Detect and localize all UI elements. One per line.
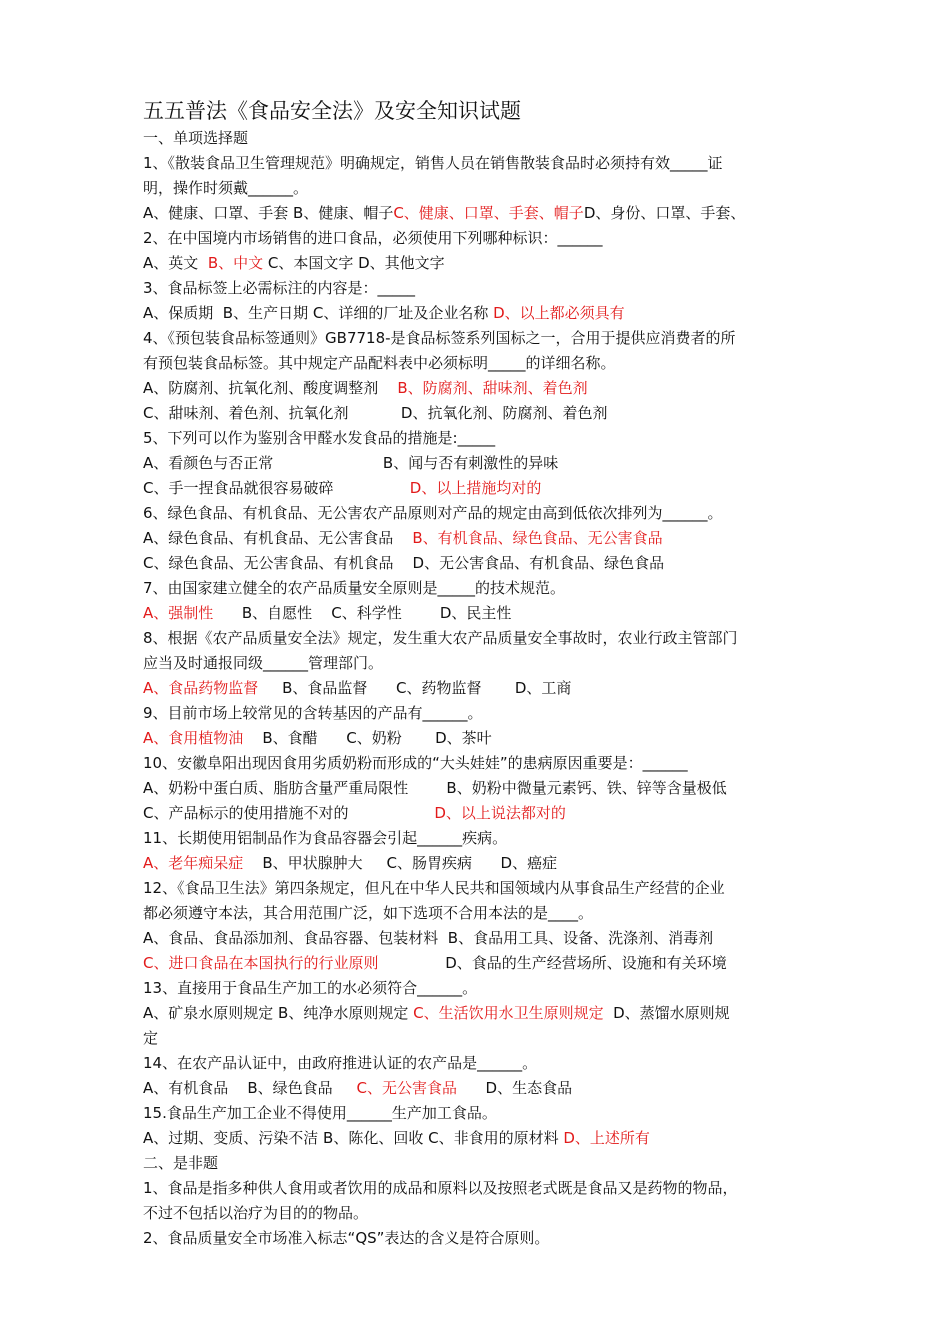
question-15-options xyxy=(143,1126,813,1151)
question-3-stem: 3、食品标签上必需标注的内容是：_____ xyxy=(143,279,416,297)
question-12-option-d: D、食品的生产经营场所、设施和有关环境 xyxy=(378,954,727,972)
question-11-options xyxy=(143,851,813,876)
question-14-options-pre: A、有机食品 B、绿色食品 xyxy=(143,1079,357,1097)
question-11-options-post: B、甲状腺肿大 C、肠胃疾病 D、癌症 xyxy=(243,854,558,872)
question-9-stem: 9、目前市场上较常见的含转基因的产品有______。 xyxy=(143,704,483,722)
question-14-options-post: D、生态食品 xyxy=(456,1079,573,1097)
question-4-options-cd: C、甜味剂、着色剂、抗氧化剂 D、抗氧化剂、防腐剂、着色剂 xyxy=(143,404,608,422)
section-heading-single-choice: 一、单项选择题 xyxy=(143,129,249,147)
question-1-answer: C、健康、口罩、手套、帽子 xyxy=(393,204,584,222)
question-6-stem: 6、绿色食品、有机食品、无公害农产品原则对产品的规定由高到低依次排列为______。 xyxy=(143,504,723,522)
question-8-stem-line1: 8、根据《农产品质量安全法》规定，发生重大农产品质量安全事故时，农业行政主管部门 xyxy=(143,629,738,647)
question-13-answer: C、生活饮用水卫生原则规定 xyxy=(413,1004,604,1022)
question-2-options-post: C、本国文字 D、其他文字 xyxy=(263,254,445,272)
question-13-stem: 13、直接用于食品生产加工的水必须符合______。 xyxy=(143,979,478,997)
question-8-options xyxy=(143,676,813,701)
question-3-options xyxy=(143,301,813,326)
question-11-answer: A、老年痴呆症 xyxy=(143,854,244,872)
question-6-option-a: A、绿色食品、有机食品、无公害食品 xyxy=(143,529,413,547)
question-7-options-post: B、自愿性 C、科学性 D、民主性 xyxy=(213,604,512,622)
question-14-answer: C、无公害食品 xyxy=(356,1079,457,1097)
question-10-option-c: C、产品标示的使用措施不对的 xyxy=(143,804,435,822)
question-12-stem-line1: 12、《食品卫生法》第四条规定，但凡在中华人民共和国领域内从事食品生产经营的企业 xyxy=(143,879,725,897)
question-4-options-ab xyxy=(143,376,813,401)
question-1-options-pre: A、健康、口罩、手套 B、健康、帽子 xyxy=(143,204,394,222)
question-12-options-cd xyxy=(143,951,813,976)
question-4-answer: B、防腐剂、甜味剂、着色剂 xyxy=(397,379,588,397)
question-10-options-cd xyxy=(143,801,813,826)
question-7-stem: 7、由国家建立健全的农产品质量安全原则是_____的技术规范。 xyxy=(143,579,566,597)
tf-2-stem: 2、食品质量安全市场准入标志“QS”表达的含义是符合原则。 xyxy=(143,1229,550,1247)
question-9-options-post: B、食醋 C、奶粉 D、茶叶 xyxy=(243,729,492,747)
question-15-options-pre: A、过期、变质、污染不洁 B、陈化、回收 C、非食用的原材料 xyxy=(143,1129,564,1147)
question-2-answer: B、中文 xyxy=(207,254,264,272)
question-1-stem-line2: 明，操作时须戴______。 xyxy=(143,179,309,197)
question-5-options-cd xyxy=(143,476,813,501)
question-4-option-a: A、防腐剂、抗氧化剂、酸度调整剂 xyxy=(143,379,398,397)
question-3-answer: D、以上都必须具有 xyxy=(493,304,625,322)
question-15-answer: D、上述所有 xyxy=(563,1129,650,1147)
question-2-stem: 2、在中国境内市场销售的进口食品，必须使用下列哪种标识：______ xyxy=(143,229,603,247)
question-6-options-ab xyxy=(143,526,813,551)
question-9-answer: A、食用植物油 xyxy=(143,729,244,747)
section-heading-true-false: 二、是非题 xyxy=(143,1154,219,1172)
document-title: 五五普法《食品安全法》及安全知识试题 xyxy=(143,99,521,123)
question-5-options-ab: A、看颜色与否正常 B、闻与否有刺激性的异味 xyxy=(143,454,559,472)
question-2-options-pre: A、英文 xyxy=(143,254,208,272)
question-8-stem-line2: 应当及时通报同级______管理部门。 xyxy=(143,654,384,672)
question-8-options-post: B、食品监督 C、药物监督 D、工商 xyxy=(258,679,572,697)
question-7-options xyxy=(143,601,813,626)
question-4-stem-line1: 4、《预包装食品标签通则》GB7718-是食品标签系列国标之一，合用于提供应消费者的所 xyxy=(143,329,736,347)
question-1-stem-line1: 1、《散装食品卫生管理规范》明确规定，销售人员在销售散装食品时必须持有效_____证 xyxy=(143,154,723,172)
document-page xyxy=(143,96,813,1251)
question-1-options-post: D、身份、口罩、手套、 xyxy=(583,204,746,222)
question-14-stem: 14、在农产品认证中，由政府推进认证的农产品是______。 xyxy=(143,1054,538,1072)
question-1-options xyxy=(143,201,813,226)
question-10-stem: 10、安徽阜阳出现因食用劣质奶粉而形成的“大头娃娃”的患病原因重要是：______ xyxy=(143,754,688,772)
tf-1-stem-line1: 1、食品是指多种供人食用或者饮用的成品和原料以及按照老式既是食品又是药物的物品， xyxy=(143,1179,738,1197)
question-8-answer: A、食品药物监督 xyxy=(143,679,259,697)
question-5-answer: D、以上措施均对的 xyxy=(409,479,542,497)
question-10-answer: D、以上说法都对的 xyxy=(434,804,566,822)
question-9-options xyxy=(143,726,813,751)
question-13-options-tail: 定 xyxy=(143,1029,159,1047)
question-10-options-ab: A、奶粉中蛋白质、脂肪含量严重局限性 B、奶粉中微量元素钙、铁、锌等含量极低 xyxy=(143,779,727,797)
question-12-options-ab: A、食品、食品添加剂、食品容器、包装材料 B、食品用工具、设备、洗涤剂、消毒剂 xyxy=(143,929,714,947)
question-2-options xyxy=(143,251,813,276)
question-3-options-pre: A、保质期 B、生产日期 C、详细的厂址及企业名称 xyxy=(143,304,494,322)
question-7-answer: A、强制性 xyxy=(143,604,214,622)
question-6-answer: B、有机食品、绿色食品、无公害食品 xyxy=(412,529,663,547)
question-11-stem: 11、长期使用铝制品作为食品容器会引起______疾病。 xyxy=(143,829,508,847)
question-13-options xyxy=(143,1001,813,1026)
question-13-options-post: D、蒸馏水原则规 xyxy=(603,1004,730,1022)
question-5-option-c: C、手一捏食品就很容易破碎 xyxy=(143,479,410,497)
tf-1-stem-line2: 不过不包括以治疗为目的的物品。 xyxy=(143,1204,369,1222)
question-12-stem-line2: 都必须遵守本法，其合用范围广泛，如下选项不合用本法的是____。 xyxy=(143,904,594,922)
question-14-options xyxy=(143,1076,813,1101)
question-5-stem: 5、下列可以作为鉴别含甲醛水发食品的措施是:_____ xyxy=(143,429,496,447)
question-15-stem: 15.食品生产加工企业不得使用______生产加工食品。 xyxy=(143,1104,497,1122)
question-12-answer: C、进口食品在本国执行的行业原则 xyxy=(143,954,379,972)
question-13-options-pre: A、矿泉水原则规定 B、纯净水原则规定 xyxy=(143,1004,414,1022)
question-4-stem-line2: 有预包装食品标签。其中规定产品配料表中必须标明_____的详细名称。 xyxy=(143,354,616,372)
question-6-options-cd: C、绿色食品、无公害食品、有机食品 D、无公害食品、有机食品、绿色食品 xyxy=(143,554,665,572)
